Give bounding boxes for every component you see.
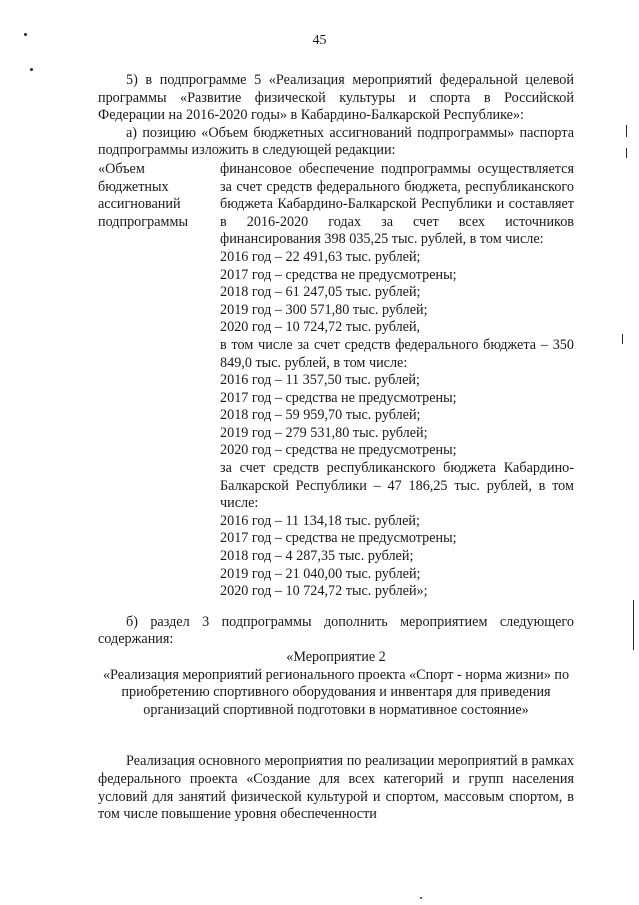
federal-year-line: 2016 год – 11 357,50 тыс. рублей; <box>220 372 420 389</box>
federal-year-line: 2018 год – 59 959,70 тыс. рублей; <box>220 407 421 424</box>
federal-year-line: 2020 год – средства не предусмотрены; <box>220 442 457 459</box>
scan-speck <box>626 125 627 137</box>
regional-year-line: 2016 год – 11 134,18 тыс. рублей; <box>220 512 420 529</box>
regional-year-line: 2019 год – 21 040,00 тыс. рублей; <box>220 565 421 582</box>
paragraph-item-b: б) раздел 3 подпрограммы дополнить мероприятием следующего содержания: <box>98 613 574 648</box>
passport-label <box>98 161 220 601</box>
federal-year-line: 2019 год – 279 531,80 тыс. рублей; <box>220 424 428 441</box>
paragraph-item-5: 5) в подпрограмме 5 «Реализация мероприятий федеральной целевой программы «Развитие физической культуры и спорта в Российской Федерации на 2016-2020 годы» в Кабардино-Балкарской Республике»: <box>98 72 574 124</box>
funding-year-line: 2018 год – 61 247,05 тыс. рублей; <box>220 284 421 301</box>
funding-year-line: 2019 год – 300 571,80 тыс. рублей; <box>220 301 428 318</box>
scan-speck <box>622 334 623 344</box>
scan-speck <box>626 148 627 158</box>
passport-value <box>220 161 574 601</box>
passport-label-line: ассигнований <box>98 196 181 213</box>
funding-year-line: 2020 год – 10 724,72 тыс. рублей, <box>220 319 421 336</box>
passport-label-line: «Объем <box>98 160 145 177</box>
paragraph-item-a: а) позицию «Объем бюджетных ассигнований подпрограммы» паспорта подпрограммы изложить в следующей редакции: <box>98 124 574 159</box>
funding-year-line: 2017 год – средства не предусмотрены; <box>220 266 457 283</box>
document-body <box>98 72 574 824</box>
passport-label-line: бюджетных <box>98 178 169 195</box>
regional-year-line: 2020 год – 10 724,72 тыс. рублей»; <box>220 583 428 600</box>
scan-speck <box>420 897 422 899</box>
regional-year-line: 2017 год – средства не предусмотрены; <box>220 530 457 547</box>
scan-speck <box>633 600 634 650</box>
regional-year-line: 2018 год – 4 287,35 тыс. рублей; <box>220 548 414 565</box>
measure-subtitle: «Реализация мероприятий регионального проекта «Спорт - норма жизни» по приобретению спортивного оборудования и инвентаря для приведения организаций спортивной подготовки в нормативное состояние» <box>102 666 570 718</box>
passport-table <box>98 161 574 601</box>
passport-label-line: подпрограммы <box>98 213 188 230</box>
page-number: 45 <box>312 33 327 48</box>
federal-year-line: 2017 год – средства не предусмотрены; <box>220 389 457 406</box>
scan-speck <box>30 68 33 71</box>
closing-paragraph: Реализация основного мероприятия по реализации мероприятий в рамках федерального проекта «Создание для всех категорий и групп населения условий для занятий физической культурой и спортом, массовым спортом, в том числе повышение уровня обеспеченности <box>98 753 574 823</box>
funding-intro: финансовое обеспечение подпрограммы осуществляется за счет средств федерального бюджета, республиканского бюджета Кабардино-Балкарской Республики и составляет в 2016-2020 годах за счет всех источников финансирования 398 035,25 тыс. рублей, в том числе: <box>220 160 574 248</box>
regional-funding-intro: за счет средств республиканского бюджета Кабардино-Балкарской Республики – 47 186,25 тыс. рублей, в том числе: <box>220 460 574 512</box>
federal-funding-intro: в том числе за счет средств федерального бюджета – 350 849,0 тыс. рублей, в том числе: <box>220 336 574 371</box>
funding-year-line: 2016 год – 22 491,63 тыс. рублей; <box>220 248 421 265</box>
measure-title: «Мероприятие 2 <box>286 649 386 665</box>
